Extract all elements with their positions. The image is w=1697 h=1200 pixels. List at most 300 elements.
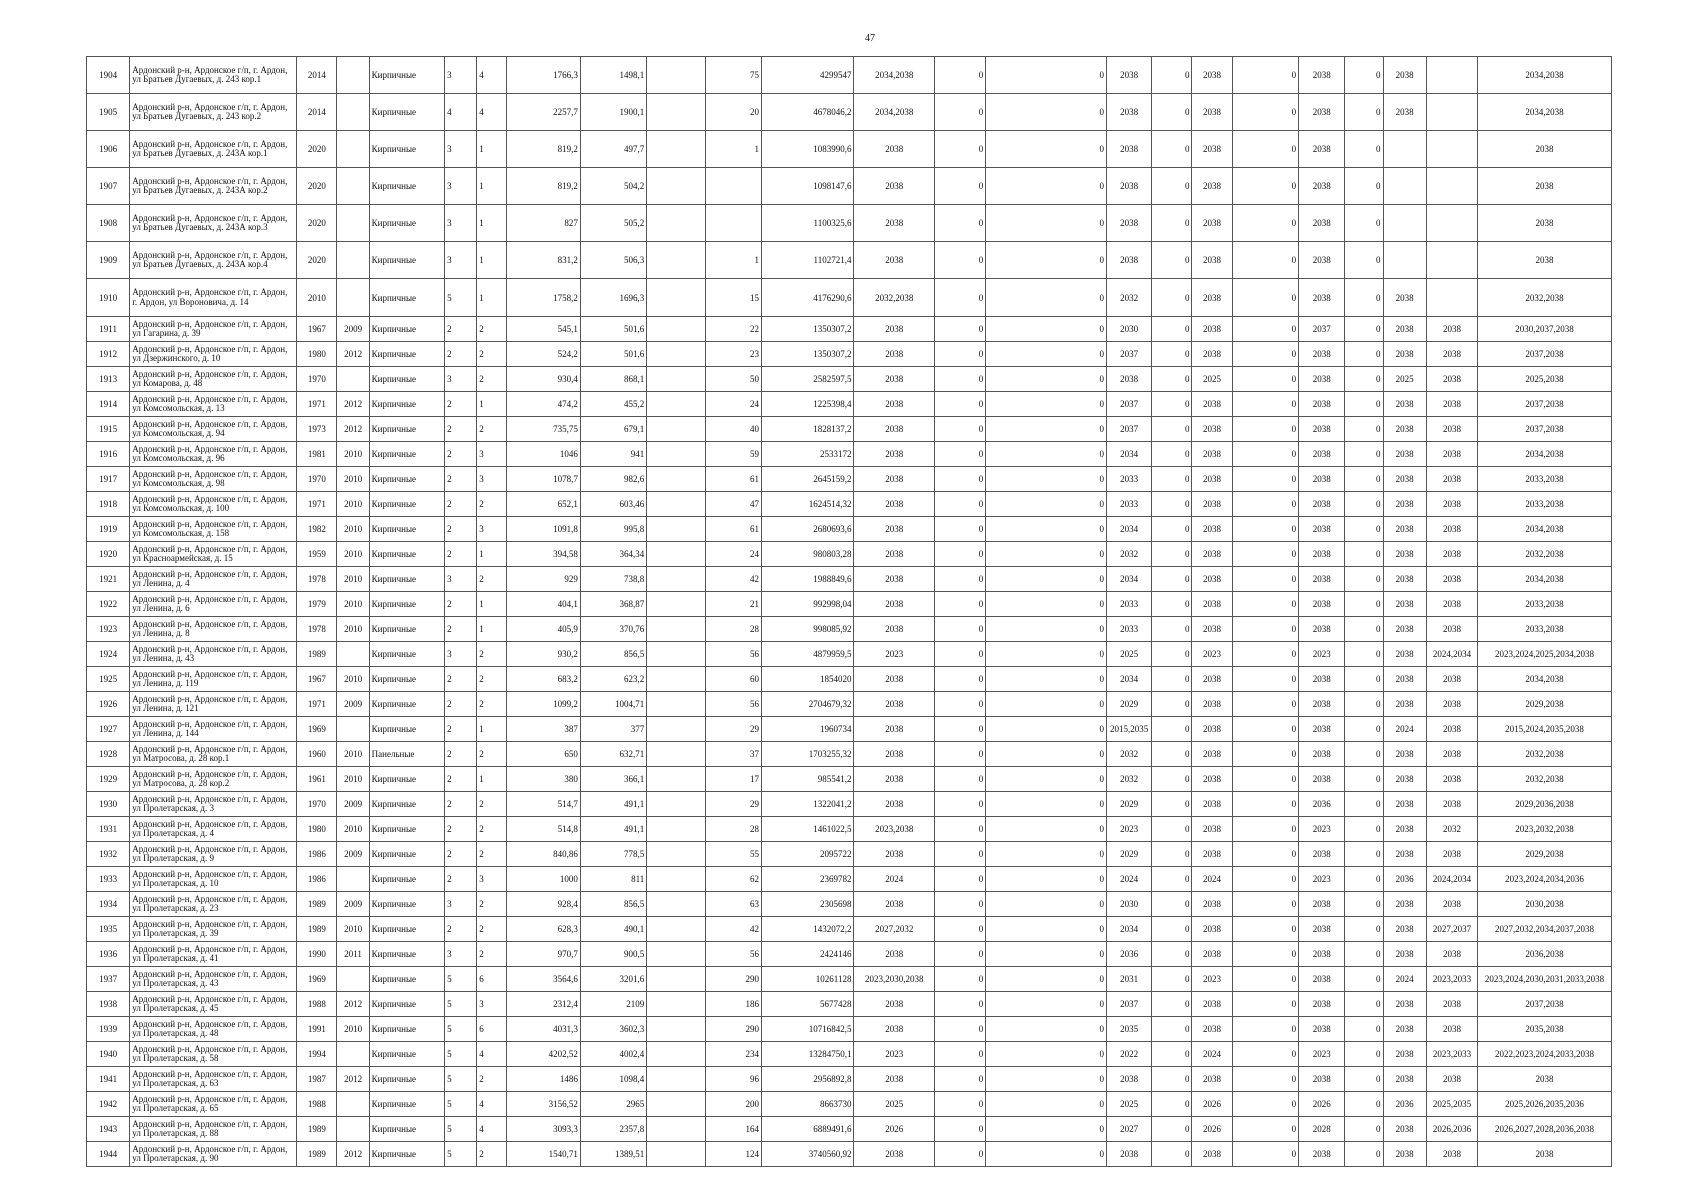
cell-k: 186 — [705, 992, 761, 1017]
cell-y1: 2035 — [1106, 1017, 1151, 1042]
cell-k: 62 — [705, 867, 761, 892]
table-row — [87, 57, 1612, 94]
cell-v3: 0 — [1152, 392, 1192, 417]
cell-y1: 2037 — [1106, 392, 1151, 417]
empty-cell — [647, 1092, 705, 1117]
empty-cell — [647, 442, 705, 467]
cell-y: 1978 — [297, 567, 337, 592]
cell-t: 2038 — [854, 417, 934, 442]
cell-e: 1 — [477, 617, 507, 642]
cell-m: Кирпичные — [369, 842, 444, 867]
cell-v3: 0 — [1152, 792, 1192, 817]
cell-ys: 2010 — [337, 542, 369, 567]
cell-address: Ардонский р-н, Ардонское г/п, г. Ардон, ул Пролетарская, д. 45 — [130, 992, 297, 1017]
empty-cell — [647, 817, 705, 842]
table-row — [87, 1042, 1612, 1067]
cell-y3: 2038 — [1299, 667, 1345, 692]
cell-v5: 0 — [1345, 131, 1383, 168]
cell-cost: 992998,04 — [761, 592, 854, 617]
table-row — [87, 467, 1612, 492]
cell-v3: 0 — [1152, 492, 1192, 517]
cell-v1: 0 — [934, 317, 985, 342]
cell-y2: 2023 — [1192, 967, 1232, 992]
cell-cost: 1432072,2 — [761, 917, 854, 942]
cell-y3: 2038 — [1299, 342, 1345, 367]
cell-address: Ардонский р-н, Ардонское г/п, г. Ардон, ул Комсомольская, д. 158 — [130, 517, 297, 542]
cell-y: 1959 — [297, 542, 337, 567]
table-row — [87, 542, 1612, 567]
cell-n: 1920 — [87, 542, 130, 567]
cell-v5: 0 — [1345, 205, 1383, 242]
cell-cost: 10261128 — [761, 967, 854, 992]
cell-address: Ардонский р-н, Ардонское г/п, г. Ардон, ул Пролетарская, д. 39 — [130, 917, 297, 942]
cell-all: 2034,2038 — [1478, 567, 1612, 592]
cell-y4: 2038 — [1383, 692, 1426, 717]
cell-ys — [337, 131, 369, 168]
cell-y4: 2038 — [1383, 992, 1426, 1017]
empty-cell — [647, 892, 705, 917]
cell-cost: 998085,92 — [761, 617, 854, 642]
cell-t: 2038 — [854, 617, 934, 642]
cell-y3: 2038 — [1299, 57, 1345, 94]
cell-cost: 1098147,6 — [761, 168, 854, 205]
housing-register-table — [86, 56, 1612, 1167]
cell-y3: 2038 — [1299, 1067, 1345, 1092]
cell-m: Кирпичные — [369, 517, 444, 542]
cell-v4: 0 — [1232, 917, 1298, 942]
cell-y2: 2038 — [1192, 131, 1232, 168]
empty-cell — [647, 168, 705, 205]
cell-v3: 0 — [1152, 168, 1192, 205]
cell-address: Ардонский р-н, Ардонское г/п, г. Ардон, ул Комсомольская, д. 94 — [130, 417, 297, 442]
cell-m: Кирпичные — [369, 967, 444, 992]
cell-y3: 2038 — [1299, 692, 1345, 717]
cell-e: 1 — [477, 168, 507, 205]
cell-v4: 0 — [1232, 517, 1298, 542]
cell-y: 2020 — [297, 205, 337, 242]
cell-y3: 2038 — [1299, 94, 1345, 131]
cell-y3: 2038 — [1299, 542, 1345, 567]
cell-y2: 2038 — [1192, 917, 1232, 942]
cell-f: 2 — [445, 417, 477, 442]
cell-ys — [337, 205, 369, 242]
cell-ys: 2010 — [337, 567, 369, 592]
table-row — [87, 1117, 1612, 1142]
cell-f: 2 — [445, 917, 477, 942]
cell-y: 1986 — [297, 842, 337, 867]
empty-cell — [647, 467, 705, 492]
cell-y: 1971 — [297, 392, 337, 417]
cell-t: 2027,2032 — [854, 917, 934, 942]
cell-y5: 2038 — [1426, 1142, 1477, 1167]
cell-y2: 2038 — [1192, 842, 1232, 867]
cell-s1: 545,1 — [507, 317, 580, 342]
cell-k: 59 — [705, 442, 761, 467]
cell-v3: 0 — [1152, 742, 1192, 767]
table-row — [87, 992, 1612, 1017]
cell-e: 1 — [477, 592, 507, 617]
cell-s2: 3602,3 — [580, 1017, 646, 1042]
cell-y3: 2038 — [1299, 442, 1345, 467]
cell-y: 1980 — [297, 817, 337, 842]
cell-y4: 2036 — [1383, 1092, 1426, 1117]
cell-k: 124 — [705, 1142, 761, 1167]
cell-y5: 2024,2034 — [1426, 867, 1477, 892]
cell-all: 2034,2038 — [1478, 57, 1612, 94]
table-row — [87, 717, 1612, 742]
cell-v5: 0 — [1345, 642, 1383, 667]
cell-v3: 0 — [1152, 842, 1192, 867]
cell-k: 37 — [705, 742, 761, 767]
cell-y2: 2038 — [1192, 517, 1232, 542]
cell-address: Ардонский р-н, Ардонское г/п, г. Ардон, ул Матросова, д. 28 кор.1 — [130, 742, 297, 767]
cell-m: Кирпичные — [369, 592, 444, 617]
table-row — [87, 792, 1612, 817]
cell-y1: 2022 — [1106, 1042, 1151, 1067]
cell-v2: 0 — [986, 57, 1107, 94]
cell-all: 2038 — [1478, 1142, 1612, 1167]
cell-m: Кирпичные — [369, 542, 444, 567]
cell-v5: 0 — [1345, 692, 1383, 717]
cell-all: 2015,2024,2035,2038 — [1478, 717, 1612, 742]
cell-v5: 0 — [1345, 94, 1383, 131]
cell-y2: 2038 — [1192, 279, 1232, 317]
cell-v4: 0 — [1232, 692, 1298, 717]
cell-s2: 1389,51 — [580, 1142, 646, 1167]
cell-y5: 2038 — [1426, 542, 1477, 567]
cell-v2: 0 — [986, 467, 1107, 492]
cell-s2: 995,8 — [580, 517, 646, 542]
cell-address: Ардонский р-н, Ардонское г/п, г. Ардон, ул Ленина, д. 43 — [130, 642, 297, 667]
cell-v1: 0 — [934, 94, 985, 131]
cell-n: 1913 — [87, 367, 130, 392]
cell-address: Ардонский р-н, Ардонское г/п, г. Ардон, ул Ленина, д. 144 — [130, 717, 297, 742]
cell-all: 2038 — [1478, 1067, 1612, 1092]
cell-y5 — [1426, 94, 1477, 131]
cell-v5: 0 — [1345, 942, 1383, 967]
cell-t: 2038 — [854, 1142, 934, 1167]
cell-y4: 2038 — [1383, 317, 1426, 342]
cell-all: 2038 — [1478, 205, 1612, 242]
cell-v4: 0 — [1232, 1017, 1298, 1042]
cell-y3: 2038 — [1299, 517, 1345, 542]
cell-v1: 0 — [934, 417, 985, 442]
cell-s1: 840,86 — [507, 842, 580, 867]
cell-m: Кирпичные — [369, 205, 444, 242]
cell-s2: 941 — [580, 442, 646, 467]
cell-address: Ардонский р-н, Ардонское г/п, г. Ардон, ул Пролетарская, д. 3 — [130, 792, 297, 817]
cell-v5: 0 — [1345, 342, 1383, 367]
cell-n: 1921 — [87, 567, 130, 592]
cell-y1: 2038 — [1106, 242, 1151, 279]
cell-all: 2023,2032,2038 — [1478, 817, 1612, 842]
table-row — [87, 279, 1612, 317]
cell-v4: 0 — [1232, 242, 1298, 279]
cell-s1: 650 — [507, 742, 580, 767]
cell-address: Ардонский р-н, Ардонское г/п, г. Ардон, ул Матросова, д. 28 кор.2 — [130, 767, 297, 792]
cell-y4: 2038 — [1383, 1042, 1426, 1067]
cell-v5: 0 — [1345, 1017, 1383, 1042]
cell-n: 1918 — [87, 492, 130, 517]
cell-v3: 0 — [1152, 1142, 1192, 1167]
table-row — [87, 817, 1612, 842]
cell-k: 63 — [705, 892, 761, 917]
cell-v1: 0 — [934, 617, 985, 642]
cell-v5: 0 — [1345, 742, 1383, 767]
cell-e: 2 — [477, 842, 507, 867]
cell-y2: 2038 — [1192, 1017, 1232, 1042]
cell-v5: 0 — [1345, 1042, 1383, 1067]
cell-y1: 2033 — [1106, 592, 1151, 617]
cell-f: 4 — [445, 94, 477, 131]
cell-y2: 2038 — [1192, 717, 1232, 742]
cell-n: 1930 — [87, 792, 130, 817]
cell-e: 2 — [477, 492, 507, 517]
cell-y5: 2038 — [1426, 517, 1477, 542]
cell-s1: 819,2 — [507, 168, 580, 205]
cell-s1: 735,75 — [507, 417, 580, 442]
cell-v1: 0 — [934, 442, 985, 467]
cell-y2: 2026 — [1192, 1117, 1232, 1142]
empty-cell — [647, 567, 705, 592]
cell-k: 21 — [705, 592, 761, 617]
cell-s2: 506,3 — [580, 242, 646, 279]
cell-v4: 0 — [1232, 317, 1298, 342]
cell-v5: 0 — [1345, 367, 1383, 392]
cell-v5: 0 — [1345, 992, 1383, 1017]
cell-address: Ардонский р-н, Ардонское г/п, г. Ардон, ул Пролетарская, д. 10 — [130, 867, 297, 892]
cell-m: Кирпичные — [369, 692, 444, 717]
table-row — [87, 392, 1612, 417]
cell-e: 2 — [477, 642, 507, 667]
cell-e: 1 — [477, 542, 507, 567]
cell-v4: 0 — [1232, 417, 1298, 442]
cell-y4: 2038 — [1383, 667, 1426, 692]
cell-k: 164 — [705, 1117, 761, 1142]
cell-y2: 2038 — [1192, 1142, 1232, 1167]
table-row — [87, 842, 1612, 867]
cell-y5: 2038 — [1426, 992, 1477, 1017]
cell-y2: 2038 — [1192, 205, 1232, 242]
cell-address: Ардонский р-н, Ардонское г/п, г. Ардон, ул Комсомольская, д. 13 — [130, 392, 297, 417]
cell-cost: 1350307,2 — [761, 317, 854, 342]
cell-ys: 2012 — [337, 1142, 369, 1167]
cell-k: 42 — [705, 917, 761, 942]
cell-v1: 0 — [934, 767, 985, 792]
cell-k: 40 — [705, 417, 761, 442]
cell-v3: 0 — [1152, 617, 1192, 642]
cell-all: 2025,2026,2035,2036 — [1478, 1092, 1612, 1117]
cell-v4: 0 — [1232, 367, 1298, 392]
cell-y4: 2038 — [1383, 817, 1426, 842]
cell-y4: 2038 — [1383, 1067, 1426, 1092]
cell-k: 1 — [705, 131, 761, 168]
cell-address: Ардонский р-н, Ардонское г/п, г. Ардон, ул Гагарина, д. 39 — [130, 317, 297, 342]
cell-v3: 0 — [1152, 131, 1192, 168]
cell-y: 1973 — [297, 417, 337, 442]
cell-f: 2 — [445, 717, 477, 742]
cell-e: 1 — [477, 242, 507, 279]
cell-y4: 2038 — [1383, 942, 1426, 967]
cell-y2: 2038 — [1192, 1067, 1232, 1092]
cell-y4: 2038 — [1383, 442, 1426, 467]
cell-s2: 4002,4 — [580, 1042, 646, 1067]
cell-y: 1988 — [297, 1092, 337, 1117]
cell-cost: 4299547 — [761, 57, 854, 94]
table-row — [87, 342, 1612, 367]
cell-y: 1981 — [297, 442, 337, 467]
cell-ys: 2010 — [337, 592, 369, 617]
cell-n: 1931 — [87, 817, 130, 842]
cell-y1: 2038 — [1106, 1067, 1151, 1092]
cell-all: 2038 — [1478, 168, 1612, 205]
cell-n: 1934 — [87, 892, 130, 917]
cell-f: 3 — [445, 57, 477, 94]
cell-e: 2 — [477, 942, 507, 967]
cell-s2: 505,2 — [580, 205, 646, 242]
cell-v5: 0 — [1345, 57, 1383, 94]
cell-n: 1932 — [87, 842, 130, 867]
cell-e: 4 — [477, 94, 507, 131]
cell-cost: 2956892,8 — [761, 1067, 854, 1092]
cell-y5: 2038 — [1426, 842, 1477, 867]
cell-t: 2038 — [854, 767, 934, 792]
cell-y1: 2038 — [1106, 168, 1151, 205]
cell-address: Ардонский р-н, Ардонское г/п, г. Ардон, ул Братьев Дугаевых, д. 243А кор.4 — [130, 242, 297, 279]
empty-cell — [647, 392, 705, 417]
cell-cost: 2645159,2 — [761, 467, 854, 492]
cell-s2: 1696,3 — [580, 279, 646, 317]
cell-v3: 0 — [1152, 317, 1192, 342]
cell-v3: 0 — [1152, 1092, 1192, 1117]
cell-k: 29 — [705, 792, 761, 817]
cell-y3: 2023 — [1299, 817, 1345, 842]
cell-ys: 2011 — [337, 942, 369, 967]
table-row — [87, 692, 1612, 717]
cell-n: 1904 — [87, 57, 130, 94]
cell-v4: 0 — [1232, 1142, 1298, 1167]
cell-k: 50 — [705, 367, 761, 392]
cell-m: Кирпичные — [369, 279, 444, 317]
cell-y5: 2038 — [1426, 417, 1477, 442]
cell-y2: 2024 — [1192, 1042, 1232, 1067]
cell-y5: 2027,2037 — [1426, 917, 1477, 942]
cell-s1: 652,1 — [507, 492, 580, 517]
cell-y4: 2024 — [1383, 717, 1426, 742]
cell-s2: 364,34 — [580, 542, 646, 567]
cell-cost: 1624514,32 — [761, 492, 854, 517]
cell-y1: 2034 — [1106, 917, 1151, 942]
cell-address: Ардонский р-н, Ардонское г/п, г. Ардон, ул Братьев Дугаевых, д. 243А кор.3 — [130, 205, 297, 242]
cell-s2: 632,71 — [580, 742, 646, 767]
cell-y5: 2038 — [1426, 892, 1477, 917]
cell-v3: 0 — [1152, 1067, 1192, 1092]
cell-y5: 2038 — [1426, 367, 1477, 392]
cell-n: 1940 — [87, 1042, 130, 1067]
cell-s1: 1540,71 — [507, 1142, 580, 1167]
cell-e: 3 — [477, 442, 507, 467]
cell-ys — [337, 967, 369, 992]
cell-y2: 2038 — [1192, 817, 1232, 842]
cell-n: 1935 — [87, 917, 130, 942]
cell-y1: 2037 — [1106, 342, 1151, 367]
cell-v4: 0 — [1232, 567, 1298, 592]
cell-y3: 2023 — [1299, 642, 1345, 667]
cell-y5: 2038 — [1426, 317, 1477, 342]
cell-y4: 2038 — [1383, 892, 1426, 917]
empty-cell — [647, 1117, 705, 1142]
cell-y: 1970 — [297, 367, 337, 392]
cell-n: 1925 — [87, 667, 130, 692]
cell-y2: 2038 — [1192, 992, 1232, 1017]
cell-t: 2038 — [854, 717, 934, 742]
cell-v5: 0 — [1345, 592, 1383, 617]
cell-v2: 0 — [986, 567, 1107, 592]
cell-ys: 2012 — [337, 1067, 369, 1092]
cell-e: 1 — [477, 205, 507, 242]
cell-y2: 2038 — [1192, 492, 1232, 517]
cell-y1: 2034 — [1106, 667, 1151, 692]
cell-e: 2 — [477, 892, 507, 917]
cell-k: 1 — [705, 242, 761, 279]
cell-e: 2 — [477, 342, 507, 367]
cell-t: 2034,2038 — [854, 94, 934, 131]
cell-y4: 2038 — [1383, 467, 1426, 492]
cell-t: 2023 — [854, 1042, 934, 1067]
cell-address: Ардонский р-н, Ардонское г/п, г. Ардон, ул Комсомольская, д. 98 — [130, 467, 297, 492]
cell-y5: 2038 — [1426, 717, 1477, 742]
cell-cost: 1225398,4 — [761, 392, 854, 417]
cell-n: 1922 — [87, 592, 130, 617]
cell-s2: 370,76 — [580, 617, 646, 642]
cell-v2: 0 — [986, 342, 1107, 367]
cell-v5: 0 — [1345, 1117, 1383, 1142]
cell-m: Кирпичные — [369, 367, 444, 392]
cell-s2: 1900,1 — [580, 94, 646, 131]
cell-s1: 4202,52 — [507, 1042, 580, 1067]
cell-y1: 2032 — [1106, 767, 1151, 792]
cell-e: 2 — [477, 667, 507, 692]
cell-k: 55 — [705, 842, 761, 867]
cell-v5: 0 — [1345, 168, 1383, 205]
table-row — [87, 317, 1612, 342]
cell-all: 2038 — [1478, 131, 1612, 168]
cell-y4: 2038 — [1383, 392, 1426, 417]
cell-k: 290 — [705, 1017, 761, 1042]
cell-address: Ардонский р-н, Ардонское г/п, г. Ардон, ул Братьев Дугаевых, д. 243 кор.1 — [130, 57, 297, 94]
cell-y: 1980 — [297, 342, 337, 367]
cell-ys: 2009 — [337, 692, 369, 717]
cell-f: 2 — [445, 342, 477, 367]
cell-y: 1989 — [297, 892, 337, 917]
cell-f: 2 — [445, 492, 477, 517]
cell-all: 2036,2038 — [1478, 942, 1612, 967]
cell-y: 2014 — [297, 57, 337, 94]
cell-m: Кирпичные — [369, 667, 444, 692]
cell-s1: 514,8 — [507, 817, 580, 842]
cell-y1: 2027 — [1106, 1117, 1151, 1142]
cell-y1: 2034 — [1106, 442, 1151, 467]
cell-v2: 0 — [986, 1067, 1107, 1092]
cell-y1: 2029 — [1106, 792, 1151, 817]
cell-k: 47 — [705, 492, 761, 517]
cell-f: 2 — [445, 767, 477, 792]
cell-s1: 2312,4 — [507, 992, 580, 1017]
cell-all: 2033,2038 — [1478, 617, 1612, 642]
empty-cell — [647, 317, 705, 342]
cell-y4: 2038 — [1383, 917, 1426, 942]
cell-f: 3 — [445, 242, 477, 279]
